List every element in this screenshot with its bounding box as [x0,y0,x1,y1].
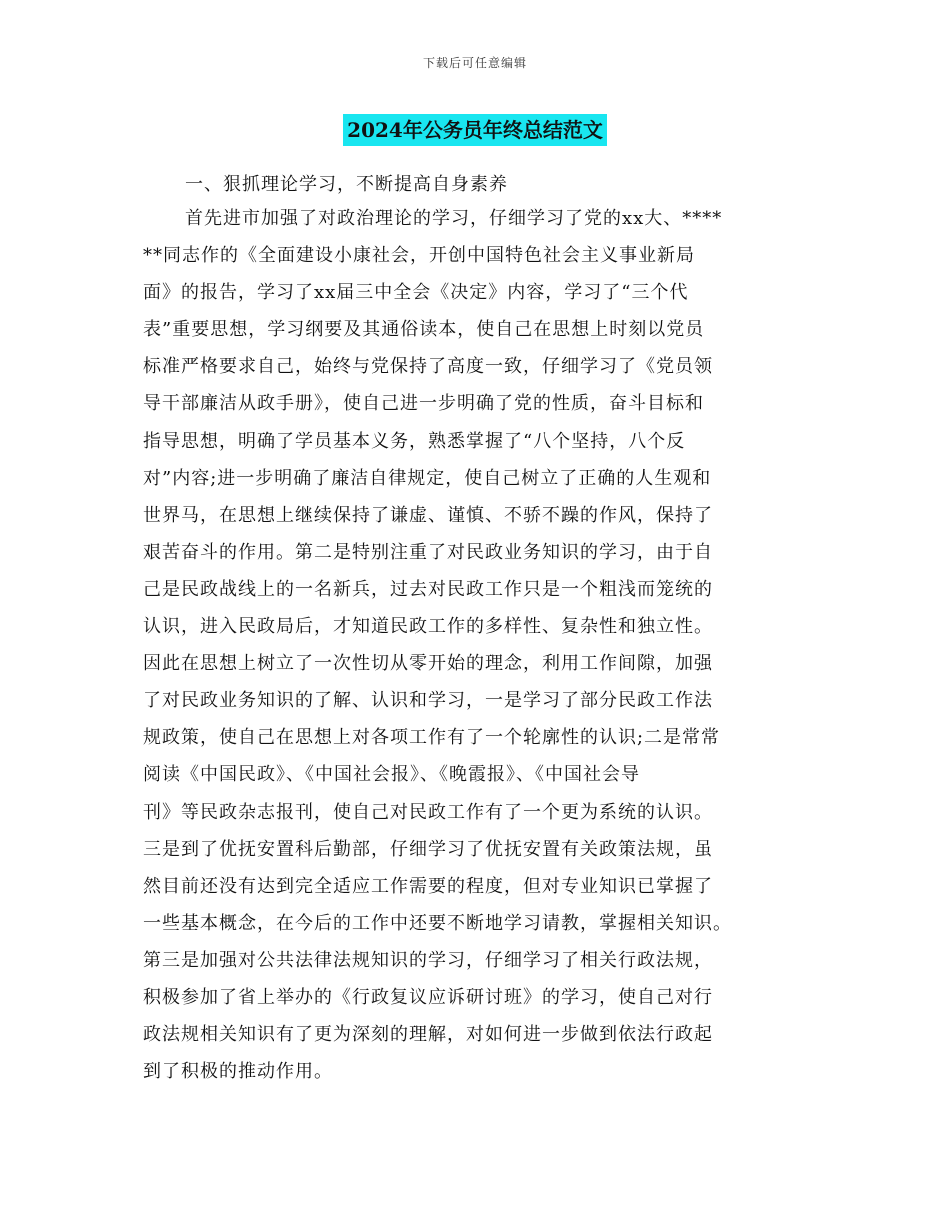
header-note: 下载后可任意编辑 [422,56,527,70]
paragraph-line: 然目前还没有达到完全适应工作需要的程度，但对专业知识已掌握了 [143,875,713,897]
paragraph-line: 阅读《中国民政》、《中国社会报》、《晚霞报》、《中国社会导 [143,764,640,786]
paragraph-line: 政法规相关知识有了更为深刻的理解，对如何进一步做到依法行政起 [143,1024,713,1046]
paragraph-line: 三是到了优抚安置科后勤部，仔细学习了优抚安置有关政策法规，虽 [143,838,713,860]
document-title: 2024年公务员年终总结范文 [343,114,607,146]
paragraph-line: 标准严格要求自己，始终与党保持了高度一致，仔细学习了《党员领 [143,356,713,378]
paragraph-line: **同志作的《全面建设小康社会，开创中国特色社会主义事业新局 [143,245,695,267]
paragraph-line: 表”重要思想，学习纲要及其通俗读本，使自己在思想上时刻以党员 [143,319,705,341]
paragraph-line: 世界马，在思想上继续保持了谦虚、谨慎、不骄不躁的作风，保持了 [143,504,713,526]
paragraph-line: 艰苦奋斗的作用。第二是特别注重了对民政业务知识的学习，由于自 [143,541,713,563]
paragraph-line: 规政策，使自己在思想上对各项工作有了一个轮廓性的认识;二是常常 [143,727,721,749]
section-heading: 一、狠抓理论学习，不断提高自身素养 [185,174,508,195]
paragraph-line: 面》的报告，学习了xx届三中全会《决定》内容，学习了“三个代 [143,282,689,304]
paragraph-line: 认识，进入民政局后，才知道民政工作的多样性、复杂性和独立性。 [143,616,713,638]
title-wrap [0,114,950,146]
paragraph-line: 了对民政业务知识的了解、认识和学习，一是学习了部分民政工作法 [143,690,713,712]
paragraph-line: 积极参加了省上举办的《行政复议应诉研讨班》的学习，使自己对行 [143,986,713,1008]
paragraph-line: 刊》等民政杂志报刊，使自己对民政工作有了一个更为系统的认识。 [143,801,713,823]
paragraph-line: 第三是加强对公共法律法规知识的学习，仔细学习了相关行政法规， [143,949,713,971]
paragraph-line: 首先进市加强了对政治理论的学习，仔细学习了党的xx大、**** [185,208,723,229]
paragraph-line: 己是民政战线上的一名新兵，过去对民政工作只是一个粗浅而笼统的 [143,578,713,600]
paragraph-line: 指导思想，明确了学员基本义务，熟悉掌握了“八个坚持，八个反 [143,430,686,452]
body-paragraph [143,200,807,1090]
paragraph-line: 因此在思想上树立了一次性切从零开始的理念，利用工作间隙，加强 [143,653,713,675]
paragraph-line: 一些基本概念，在今后的工作中还要不断地学习请教，掌握相关知识。 [143,912,732,934]
paragraph-line: 对”内容;进一步明确了廉洁自律规定，使自己树立了正确的人生观和 [143,467,712,489]
paragraph-line: 导干部廉洁从政手册》，使自己进一步明确了党的性质，奋斗目标和 [143,393,704,415]
paragraph-line: 到了积极的推动作用。 [143,1061,333,1083]
